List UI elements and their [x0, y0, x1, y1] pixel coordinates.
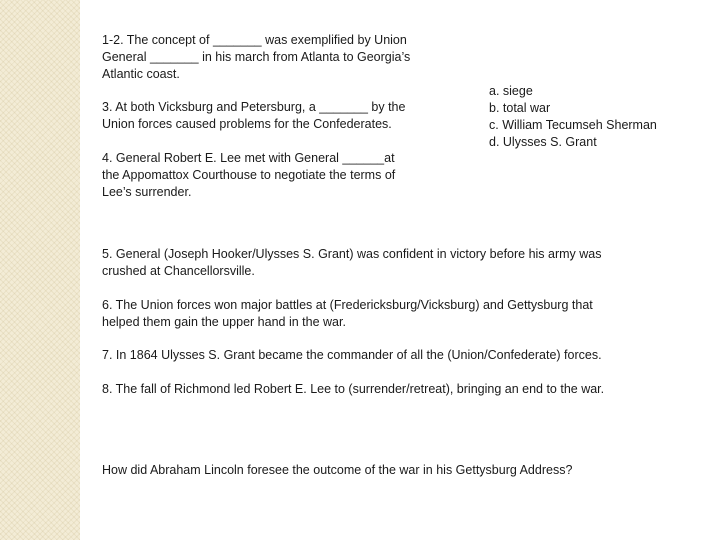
question-4: [102, 150, 395, 201]
essay-question-line: How did Abraham Lincoln foresee the outcome of the war in his Gettysburg Address?: [102, 463, 573, 477]
question-8: [102, 381, 604, 398]
question-6-line: 6. The Union forces won major battles at (Fredericksburg/Vicksburg) and Gettysburg that: [102, 298, 593, 312]
decorative-side-band: [0, 0, 80, 540]
question-6: [102, 297, 593, 331]
answer-choices: [489, 83, 657, 151]
question-7: [102, 347, 602, 364]
question-5-line: 5. General (Joseph Hooker/Ulysses S. Grant) was confident in victory before his army was: [102, 247, 602, 261]
question-1-2-line: Atlantic coast.: [102, 67, 180, 81]
question-6-line: helped them gain the upper hand in the war.: [102, 315, 346, 329]
question-1-2: [102, 32, 410, 83]
choice-c: c. William Tecumseh Sherman: [489, 118, 657, 132]
choice-a: a. siege: [489, 84, 533, 98]
question-8-line: 8. The fall of Richmond led Robert E. Lee to (surrender/retreat), bringing an end to the war.: [102, 382, 605, 396]
question-4-line: Lee’s surrender.: [102, 185, 192, 199]
question-4-line: 4. General Robert E. Lee met with General ______at: [102, 151, 395, 165]
question-1-2-line: General _______ in his march from Atlanta to Georgia’s: [102, 50, 411, 64]
question-3: [102, 99, 405, 133]
question-5: [102, 246, 602, 280]
choice-b: b. total war: [489, 101, 551, 115]
choice-d: d. Ulysses S. Grant: [489, 135, 597, 149]
question-1-2-line: 1-2. The concept of _______ was exemplified by Union: [102, 33, 407, 47]
question-5-line: crushed at Chancellorsville.: [102, 264, 255, 278]
question-3-line: 3. At both Vicksburg and Petersburg, a _______ by the: [102, 100, 406, 114]
question-7-line: 7. In 1864 Ulysses S. Grant became the commander of all the (Union/Confederate) forces.: [102, 348, 602, 362]
question-3-line: Union forces caused problems for the Confederates.: [102, 117, 392, 131]
essay-question: [102, 462, 572, 479]
question-4-line: the Appomattox Courthouse to negotiate the terms of: [102, 168, 396, 182]
